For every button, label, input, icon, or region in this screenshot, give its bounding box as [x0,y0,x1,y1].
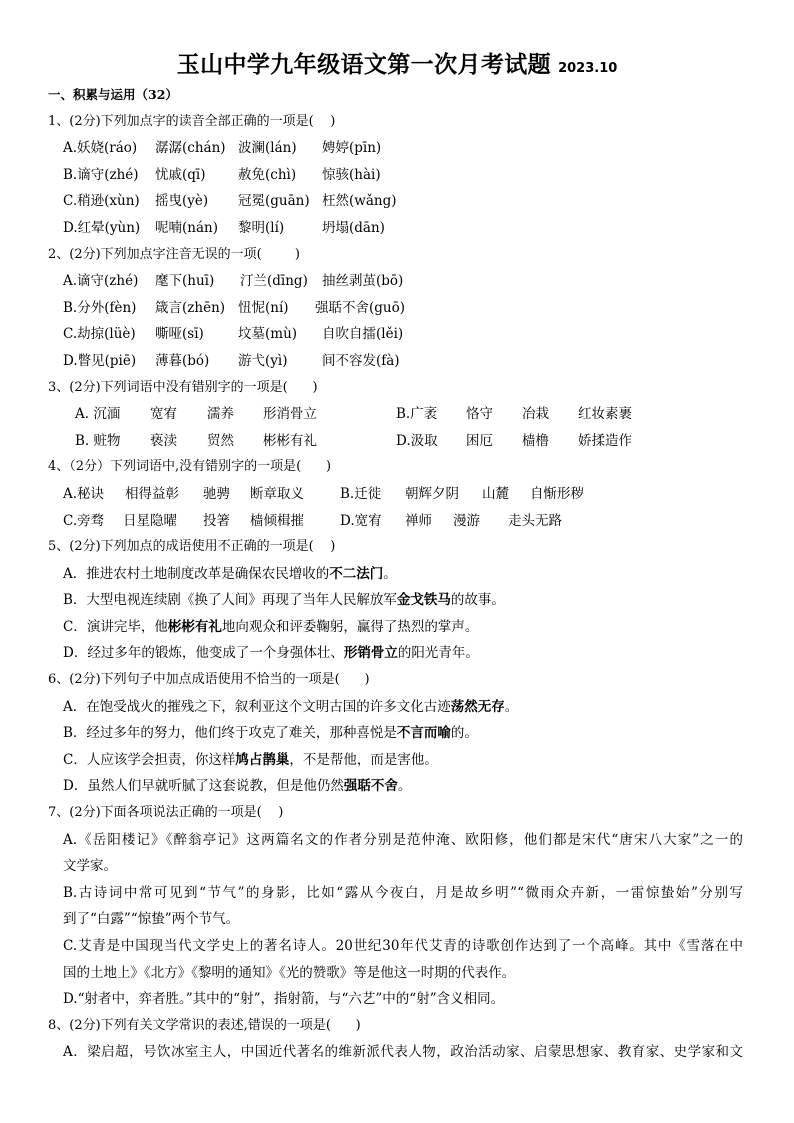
question-list [0,82,794,1066]
option-cell: A.秘诀 [63,485,105,502]
option-cell: 濡养 [207,406,234,423]
option-cell: A.妖娆(ráo) [63,140,138,157]
option-cell: B.迁徙 [340,485,382,502]
option-text: 的故事。 [450,592,505,609]
option-cell: D.红晕(yùn) [63,219,141,236]
option-cell: 忸怩(ní) [238,299,289,316]
question-5-option-a [0,561,794,588]
question-1-option-a [0,135,794,162]
option-text: A．在饱受战火的摧残之下，叙利亚这个文明古国的许多文化古迹 [63,698,451,715]
option-cell: 日星隐曜 [123,512,177,529]
option-cell: 麾下(huī) [155,273,215,290]
option-text: 。 [504,698,519,715]
option-cell: 相得益彰 [125,485,179,502]
option-cell: 呢喃(nán) [155,219,218,236]
option-cell: 恪守 [466,406,493,423]
dotted-idiom: 金戈铁马 [396,592,451,609]
option-cell: 禅师 [405,512,432,529]
option-text: 。 [397,778,412,795]
option-cell: 红妆素裹 [578,406,632,423]
question-6-stem: 6、(2分)下列句子中加点成语使用不恰当的一项是( ) [48,672,370,688]
question-4-options-row-2 [0,508,794,535]
option-cell: 汀兰(dīng) [240,273,308,290]
option-cell: 波澜(lán) [238,140,297,157]
option-cell: 走头无路 [508,512,562,529]
option-text: D．虽然人们早就听腻了这套说教，但是他仍然 [63,778,344,795]
option-cell: 惊骇(hài) [322,166,381,183]
question-5-option-c [0,614,794,641]
option-cell: 坟墓(mù) [238,326,298,343]
option-cell: 困厄 [466,432,493,449]
dotted-idiom: 不言而喻 [396,725,451,742]
option-cell: A. 沉湎 [75,406,121,423]
question-1-option-d [0,215,794,242]
question-2-option-a [0,268,794,295]
option-cell: 嘶哑(sī) [155,326,204,343]
option-cell: C.旁骛 [63,512,105,529]
option-cell: 游弋(yì) [238,352,288,369]
option-cell: B. 赃物 [75,432,121,449]
option-cell: 山麓 [482,485,509,502]
option-cell: 强聒不舍(guō) [315,299,405,316]
option-cell: 自吹自擂(lěi) [322,326,404,343]
option-cell: D.汲取 [396,432,438,449]
question-4-stem: 4、（2分）下列词语中,没有错别字的一项是( ) [48,459,332,475]
question-7-option-a-line-2: 文学家。 [63,858,117,875]
option-cell: 亵渎 [150,432,177,449]
exam-date: 2023.10 [558,61,618,76]
option-text: C．人应该学会担责，你这样 [63,751,236,768]
question-8-stem: 8、(2分)下列有关文学常识的表述,错误的一项是( ) [48,1017,361,1033]
option-cell: C.劫掠(lüè) [63,326,136,343]
option-text: D．经过多年的锻炼，他变成了一个身强体壮、 [63,645,344,662]
question-2-stem: 2、(2分)下列加点字注音无误的一项( ) [48,246,300,262]
option-cell: D.宽宥 [340,512,382,529]
question-7-option-c-line-1: C.艾青是中国现当代文学史上的著名诗人。20世纪30年代艾青的诗歌创作达到了一个高峰。其中《雪落在中 [63,938,743,954]
option-text: ，不是帮他，而是害他。 [289,751,438,768]
question-7-stem: 7、(2分)下面各项说法正确的一项是( ) [48,805,284,821]
section-heading: 一、积累与运用（32） [48,87,178,102]
option-text: B．经过多年的努力，他们终于攻克了难关，那种喜悦是 [63,725,397,742]
option-cell: 漫游 [453,512,480,529]
question-7-option-a-line-1: A.《岳阳楼记》《醉翁亭记》这两篇名文的作者分别是范仲淹、欧阳修，他们都是宋代“唐宋八大家”之一的 [63,831,743,848]
question-5-stem: 5、(2分)下列加点的成语使用不正确的一项是( ) [48,539,336,555]
dotted-idiom: 鸠占鹊巢 [235,751,290,768]
option-text: 地向观众和评委鞠躬，赢得了热烈的掌声。 [221,618,479,635]
question-7-option-b-line-2: 到了“白露”“惊蛰”两个节气。 [63,911,240,928]
option-text: A．推进农村土地制度改革是确保农民增收的 [63,565,330,582]
dotted-idiom: 强聒不舍 [343,778,398,795]
option-text: B．大型电视连续剧《换了人间》再现了当年人民解放军 [63,592,397,609]
question-8-option-a: A．梁启超，号饮冰室主人，中国近代著名的维新派代表人物，政治活动家、启蒙思想家、教育家、史学家和文 [63,1044,743,1061]
question-5-option-b [0,587,794,614]
option-cell: 彬彬有礼 [263,432,317,449]
option-text: 的阳光青年。 [397,645,479,662]
question-6-option-b [0,720,794,747]
question-6-option-a [0,694,794,721]
option-cell: B.广袤 [396,406,438,423]
exam-title [0,48,794,86]
dotted-idiom: 不二法门 [329,565,384,582]
option-cell: 形消骨立 [263,406,317,423]
option-text: 。 [383,565,397,582]
option-cell: 枉然(wǎng) [322,193,397,210]
option-cell: 宽宥 [150,406,177,423]
option-cell: 娇揉造作 [578,432,632,449]
option-cell: A.谪守(zhé) [63,273,139,290]
title-text: 玉山中学九年级语文第一次月考试题 [176,51,552,78]
option-cell: B.分外(fèn) [63,299,137,316]
option-cell: 坍塌(dān) [322,219,385,236]
option-cell: 抽丝剥茧(bō) [322,273,404,290]
option-cell: 潺潺(chán) [155,140,226,157]
option-cell: 贸然 [207,432,234,449]
option-cell: 忧戚(qī) [155,166,206,183]
option-cell: 箴言(zhēn) [155,299,226,316]
option-cell: 薄暮(bó) [155,352,210,369]
option-cell: 摇曳(yè) [155,193,209,210]
option-cell: 娉婷(pīn) [322,140,382,157]
question-2-option-c [0,321,794,348]
option-cell: 驰骋 [203,485,230,502]
option-cell: 自惭形秽 [530,485,584,502]
question-4-options-row-1 [0,481,794,508]
option-text: C．演讲完毕，他 [63,618,168,635]
option-cell: 冶栽 [522,406,549,423]
question-2-option-d [0,348,794,375]
question-2-option-b [0,295,794,322]
option-cell: B.谪守(zhé) [63,166,139,183]
question-6-option-d [0,773,794,800]
option-cell: 赦免(chì) [238,166,297,183]
option-text: 的。 [450,725,478,742]
dotted-idiom: 荡然无存 [450,698,505,715]
question-7-option-b-line-1: B.古诗词中常可见到“节气”的身影，比如“露从今夜白，月是故乡明”“微雨众卉新，一雷惊蛰始”分别写 [63,884,743,901]
dotted-idiom: 彬彬有礼 [167,618,222,635]
question-3-stem: 3、(2分)下列词语中没有错别字的一项是( ) [48,379,318,395]
option-cell: 樯橹 [522,432,549,449]
option-cell: D.瞥见(piē) [63,352,137,369]
option-cell: 樯倾楫摧 [250,512,304,529]
question-7-option-d: D.“射者中，弈者胜。”其中的“射”，指射箭，与“六艺”中的“射”含义相同。 [63,991,505,1008]
option-cell: 朝辉夕阴 [405,485,459,502]
question-7-option-c-line-2: 国的土地上》《北方》《黎明的通知》《光的赞歌》等是他这一时期的代表作。 [63,964,516,981]
option-cell: 投箸 [203,512,230,529]
dotted-idiom: 形销骨立 [343,645,398,662]
option-cell: 断章取义 [250,485,304,502]
option-cell: 黎明(lí) [238,219,285,236]
question-1-option-b [0,162,794,189]
question-3-options-row-2 [0,428,794,455]
question-6-option-c [0,747,794,774]
option-cell: C.稍逊(xùn) [63,193,140,210]
question-1-stem: 1、(2分)下列加点字的读音全部正确的一项是( ) [48,113,336,129]
option-cell: 冠冕(guān) [238,193,310,210]
question-1-option-c [0,188,794,215]
question-3-options-row-1 [0,401,794,428]
option-cell: 间不容发(fà) [322,352,400,369]
question-5-option-d [0,640,794,667]
